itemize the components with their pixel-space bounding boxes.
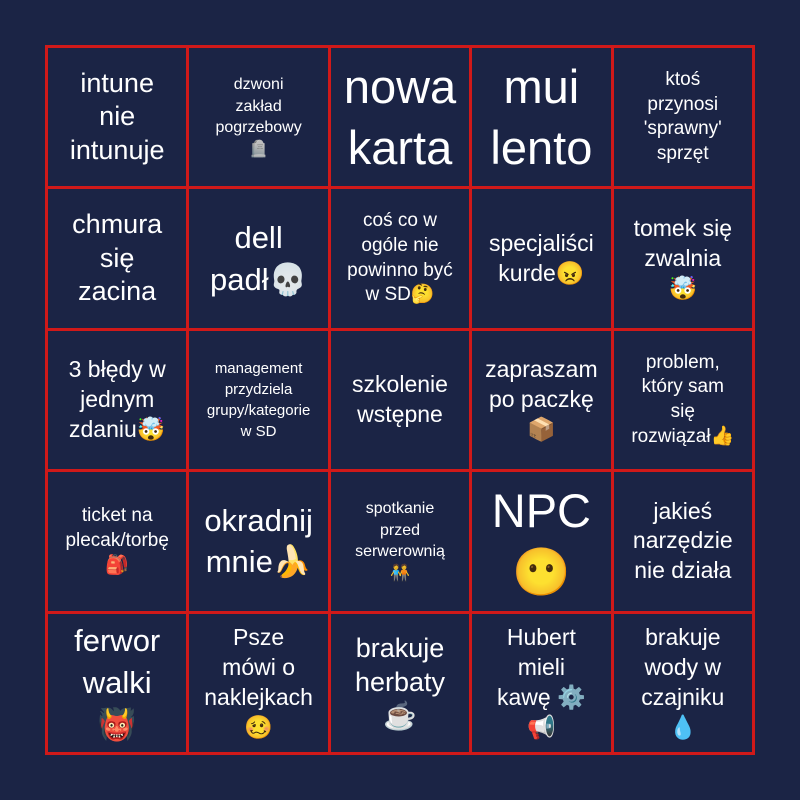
bingo-cell[interactable] xyxy=(48,472,186,610)
bingo-cell[interactable] xyxy=(614,48,752,186)
bingo-cell[interactable] xyxy=(48,48,186,186)
cell-text: specjaliści kurde😠 xyxy=(488,229,594,286)
cell-text: 3 błędy w jednym zdaniu🤯 xyxy=(68,356,166,442)
bingo-cell[interactable] xyxy=(331,331,469,469)
bingo-cell[interactable] xyxy=(189,472,327,610)
cell-text: management przydziela grupy/kategorie w SD xyxy=(206,359,311,440)
bingo-cell[interactable] xyxy=(614,614,752,752)
cell-text: jakieś narzędzie nie działa xyxy=(632,497,733,584)
cell-text: dzwoni zakład pogrzebowy 🪦 xyxy=(215,76,302,158)
cell-text: spotkanie przed serwerownią 🧑‍🤝‍🧑 xyxy=(355,500,445,582)
bingo-cell[interactable] xyxy=(331,614,469,752)
cell-text: problem, który sam się rozwiązał👍 xyxy=(631,351,735,447)
cell-text: brakuje wody w czajniku 💧 xyxy=(641,624,725,740)
bingo-cell[interactable] xyxy=(48,614,186,752)
bingo-cell[interactable] xyxy=(189,331,327,469)
cell-text: Psze mówi o naklejkach 🥴 xyxy=(204,624,313,740)
bingo-board xyxy=(45,45,755,755)
bingo-cell[interactable] xyxy=(472,189,610,327)
bingo-cell[interactable] xyxy=(189,614,327,752)
cell-text: szkolenie wstępne xyxy=(352,371,448,427)
cell-text: mui lento xyxy=(490,60,593,175)
bingo-cell[interactable] xyxy=(614,472,752,610)
bingo-cell[interactable] xyxy=(614,331,752,469)
cell-text: okradnij mnie🍌 xyxy=(204,502,313,580)
cell-text: NPC 😶 xyxy=(491,484,591,599)
cell-text: ticket na plecak/torbę 🎒 xyxy=(65,505,169,576)
bingo-cell[interactable] xyxy=(472,472,610,610)
cell-text: intune nie intunuje xyxy=(69,67,165,166)
bingo-cell[interactable] xyxy=(614,189,752,327)
bingo-cell[interactable] xyxy=(472,48,610,186)
bingo-cell[interactable] xyxy=(331,189,469,327)
bingo-cell[interactable] xyxy=(331,472,469,610)
cell-text: Hubert mieli kawę ⚙️ 📢 xyxy=(497,624,586,740)
bingo-cell[interactable] xyxy=(472,331,610,469)
bingo-cell[interactable] xyxy=(189,189,327,327)
cell-text: chmura się zacina xyxy=(72,208,163,307)
cell-text: coś co w ogóle nie powinno być w SD🤔 xyxy=(347,210,453,306)
bingo-cell[interactable] xyxy=(331,48,469,186)
cell-text: zapraszam po paczkę 📦 xyxy=(485,356,598,442)
bingo-cell[interactable] xyxy=(472,614,610,752)
cell-text: tomek się zwalnia 🤯 xyxy=(633,214,732,301)
cell-text: ktoś przynosi 'sprawny' sprzęt xyxy=(643,68,722,164)
cell-text: ferwor walki 👹 xyxy=(74,623,161,742)
bingo-cell[interactable] xyxy=(48,189,186,327)
cell-text: nowa karta xyxy=(343,60,457,175)
bingo-cell[interactable] xyxy=(189,48,327,186)
cell-text: brakuje herbaty ☕ xyxy=(354,633,446,731)
cell-text: dell padł💀 xyxy=(209,219,308,297)
bingo-cell[interactable] xyxy=(48,331,186,469)
